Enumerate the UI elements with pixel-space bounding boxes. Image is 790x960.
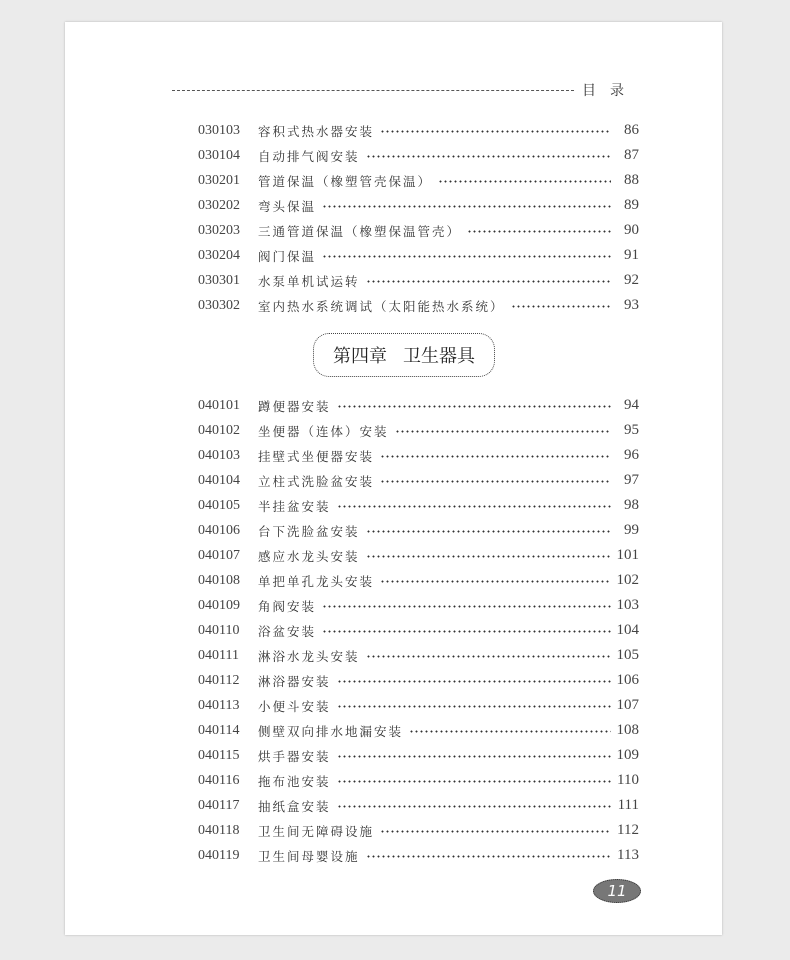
toc-entry[interactable]: [198, 168, 639, 193]
chapter-name: 卫生器具: [403, 346, 475, 367]
entry-title: 淋浴水龙头安装: [258, 648, 360, 664]
dot-leader: [395, 430, 611, 433]
toc-entry[interactable]: [198, 268, 639, 293]
entry-title: 容积式热水器安装: [258, 123, 375, 139]
entry-code: 040115: [198, 747, 240, 763]
entry-code: 040117: [198, 797, 240, 813]
entry-code: 040111: [198, 647, 239, 663]
entry-code: 040108: [198, 572, 240, 588]
entry-page: 88: [624, 172, 639, 188]
entry-code: 040110: [198, 622, 240, 638]
entry-code: 030203: [198, 222, 240, 238]
dot-leader: [322, 605, 610, 608]
entry-code: 040114: [198, 722, 240, 738]
entry-title: 弯头保温: [258, 198, 317, 214]
dot-leader: [366, 855, 611, 858]
entry-code: 040119: [198, 847, 240, 863]
entry-page: 97: [624, 472, 639, 488]
entry-title: 自动排气阀安装: [258, 148, 360, 164]
dot-leader: [366, 655, 611, 658]
toc-entry[interactable]: [198, 643, 639, 668]
entry-title: 阀门保温: [258, 248, 317, 264]
entry-code: 030302: [198, 297, 240, 313]
dot-leader: [322, 205, 611, 208]
entry-page: 108: [616, 722, 639, 738]
entry-page: 92: [624, 272, 639, 288]
dot-leader: [337, 805, 611, 808]
entry-code: 040112: [198, 672, 240, 688]
entry-page: 99: [624, 522, 639, 538]
dot-leader: [467, 230, 611, 233]
entry-title: 小便斗安装: [258, 698, 331, 714]
entry-code: 040105: [198, 497, 240, 513]
entry-code: 040107: [198, 547, 240, 563]
entry-title: 台下洗脸盆安装: [258, 523, 360, 539]
entry-code: 040102: [198, 422, 240, 438]
entry-code: 030104: [198, 147, 240, 163]
toc-entry[interactable]: [198, 218, 639, 243]
entry-page: 104: [616, 622, 639, 638]
entry-title: 角阀安装: [258, 598, 317, 614]
dot-leader: [409, 730, 610, 733]
entry-title: 坐便器（连体）安装: [258, 423, 389, 439]
dot-leader: [366, 555, 611, 558]
dot-leader: [337, 780, 611, 783]
toc-entry[interactable]: [198, 593, 639, 618]
entry-title: 单把单孔龙头安装: [258, 573, 375, 589]
toc-entry[interactable]: [198, 568, 639, 593]
entry-page: 109: [616, 747, 639, 763]
entry-code: 030103: [198, 122, 240, 138]
toc-entry[interactable]: [198, 793, 639, 818]
entry-title: 抽纸盒安装: [258, 798, 331, 814]
dot-leader: [511, 305, 611, 308]
toc-entry[interactable]: [198, 418, 639, 443]
entry-title: 水泵单机试运转: [258, 273, 360, 289]
entry-code: 040113: [198, 697, 240, 713]
entry-page: 113: [617, 847, 639, 863]
dot-leader: [380, 830, 611, 833]
entry-page: 91: [624, 247, 639, 263]
entry-page: 105: [616, 647, 639, 663]
entry-title: 浴盆安装: [258, 623, 317, 639]
entry-page: 86: [624, 122, 639, 138]
entry-page: 96: [624, 447, 639, 463]
toc-entry[interactable]: [198, 118, 639, 143]
entry-page: 95: [624, 422, 639, 438]
entry-code: 040109: [198, 597, 240, 613]
toc-entry[interactable]: [198, 443, 639, 468]
dot-leader: [380, 580, 610, 583]
entry-page: 87: [624, 147, 639, 163]
entry-title: 卫生间无障碍设施: [258, 823, 375, 839]
dot-leader: [366, 280, 611, 283]
entry-page: 107: [616, 697, 639, 713]
header-title: 目录: [582, 83, 638, 99]
dot-leader: [380, 455, 611, 458]
entry-title: 立柱式洗脸盆安装: [258, 473, 375, 489]
toc-entry[interactable]: [198, 543, 639, 568]
dot-leader: [337, 505, 611, 508]
dot-leader: [337, 705, 611, 708]
entry-page: 106: [616, 672, 639, 688]
entry-title: 挂壁式坐便器安装: [258, 448, 375, 464]
toc-entry[interactable]: [198, 243, 639, 268]
toc-entry[interactable]: [198, 818, 639, 843]
dot-leader: [438, 180, 611, 183]
entry-page: 111: [617, 797, 639, 813]
toc-entry[interactable]: [198, 668, 639, 693]
entry-code: 040116: [198, 772, 240, 788]
entry-title: 淋浴器安装: [258, 673, 331, 689]
entry-page: 93: [624, 297, 639, 313]
entry-page: 90: [624, 222, 639, 238]
dot-leader: [366, 155, 611, 158]
entry-page: 110: [617, 772, 639, 788]
entry-page: 102: [616, 572, 639, 588]
entry-title: 室内热水系统调试（太阳能热水系统）: [258, 298, 505, 314]
entry-page: 94: [624, 397, 639, 413]
toc-entry[interactable]: [198, 468, 639, 493]
toc-entry[interactable]: [198, 768, 639, 793]
entry-title: 拖布池安装: [258, 773, 331, 789]
chapter-heading: [313, 333, 495, 377]
toc-section-3: [198, 118, 639, 318]
chapter-number: 第四章: [333, 346, 387, 367]
entry-page: 89: [624, 197, 639, 213]
entry-page: 98: [624, 497, 639, 513]
toc-entry[interactable]: [198, 843, 639, 868]
toc-entry[interactable]: [198, 393, 639, 418]
entry-title: 蹲便器安装: [258, 398, 331, 414]
running-header: [172, 80, 638, 100]
entry-page: 112: [617, 822, 639, 838]
entry-code: 040104: [198, 472, 240, 488]
dot-leader: [322, 630, 610, 633]
entry-page: 101: [616, 547, 639, 563]
header-dashed-rule: [172, 90, 574, 91]
entry-title: 半挂盆安装: [258, 498, 331, 514]
toc-entry[interactable]: [198, 493, 639, 518]
dot-leader: [366, 530, 611, 533]
entry-code: 030301: [198, 272, 240, 288]
toc-entry[interactable]: [198, 743, 639, 768]
toc-entry[interactable]: [198, 693, 639, 718]
entry-code: 040103: [198, 447, 240, 463]
dot-leader: [380, 480, 611, 483]
toc-entry[interactable]: [198, 193, 639, 218]
entry-title: 烘手器安装: [258, 748, 331, 764]
entry-code: 030204: [198, 247, 240, 263]
toc-section-4: [198, 393, 639, 868]
toc-entry[interactable]: [198, 718, 639, 743]
toc-entry[interactable]: [198, 518, 639, 543]
entry-title: 管道保温（橡塑管壳保温）: [258, 173, 433, 189]
dot-leader: [322, 255, 611, 258]
toc-entry[interactable]: [198, 618, 639, 643]
entry-title: 三通管道保温（橡塑保温管壳）: [258, 223, 462, 239]
toc-entry[interactable]: [198, 293, 639, 318]
dot-leader: [337, 680, 611, 683]
dot-leader: [337, 755, 611, 758]
dot-leader: [380, 130, 611, 133]
document-page: [65, 22, 722, 935]
entry-code: 030202: [198, 197, 240, 213]
entry-title: 侧壁双向排水地漏安装: [258, 723, 404, 739]
entry-code: 040106: [198, 522, 240, 538]
page-number-badge: 11: [593, 879, 641, 903]
toc-entry[interactable]: [198, 143, 639, 168]
entry-page: 103: [616, 597, 639, 613]
entry-code: 030201: [198, 172, 240, 188]
entry-code: 040101: [198, 397, 240, 413]
entry-title: 感应水龙头安装: [258, 548, 360, 564]
entry-title: 卫生间母婴设施: [258, 848, 360, 864]
entry-code: 040118: [198, 822, 240, 838]
dot-leader: [337, 405, 611, 408]
